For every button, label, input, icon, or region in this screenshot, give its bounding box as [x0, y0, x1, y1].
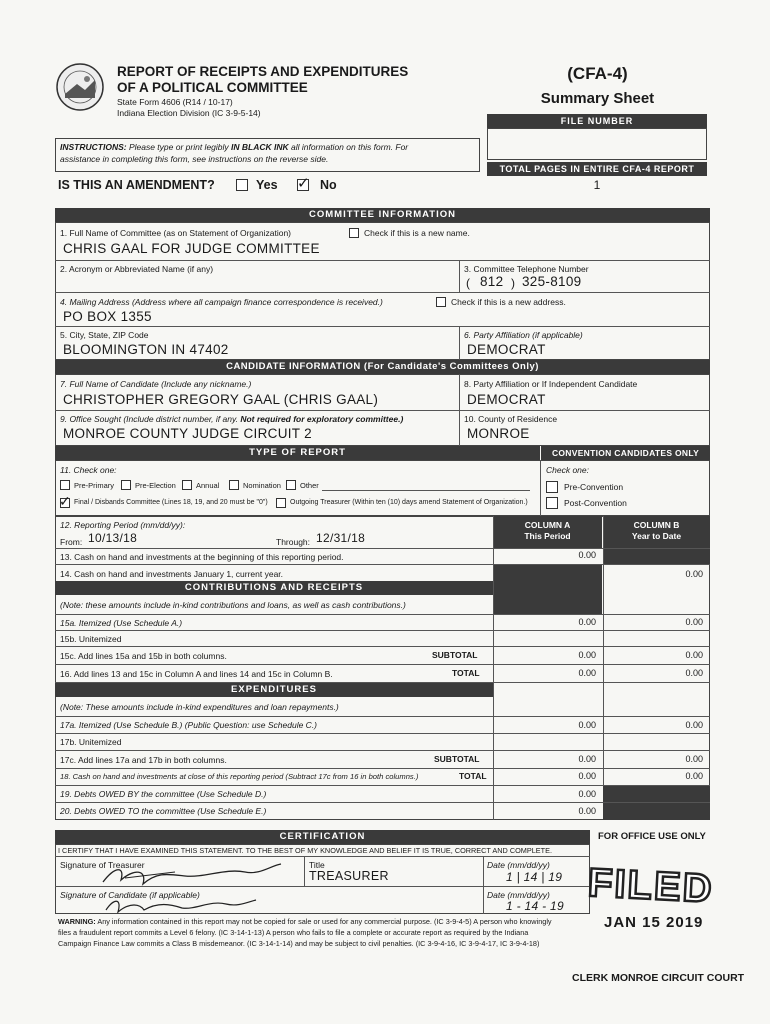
line-17c-tag: SUBTOTAL — [434, 754, 480, 764]
from-value: 10/13/18 — [88, 531, 138, 545]
phone-number: 325-8109 — [522, 274, 582, 289]
pre-primary-label: Pre-Primary — [74, 481, 115, 490]
col-b-title: COLUMN B — [633, 520, 680, 530]
other-checkbox[interactable] — [286, 480, 296, 490]
candidate-party-value: DEMOCRAT — [467, 392, 546, 407]
line-17a-col-b: 0.00 — [685, 720, 703, 730]
phone-area-code: 812 — [480, 274, 504, 289]
line-15a-col-a: 0.00 — [578, 617, 596, 627]
form-title-line2: OF A POLITICAL COMMITTEE — [117, 80, 308, 95]
contributions-note: (Note: these amounts include in-kind contributions and loans, as well as cash contributions.) — [60, 600, 406, 610]
line-17a-col-a: 0.00 — [578, 720, 596, 730]
form-title-line1: REPORT OF RECEIPTS AND EXPENDITURES — [117, 64, 409, 79]
candidate-signature-label: Signature of Candidate (if applicable) — [60, 890, 200, 900]
committee-party-value: DEMOCRAT — [467, 342, 546, 357]
line-15c-label: 15c. Add lines 15a and 15b in both columns. — [60, 651, 227, 661]
certification-bar: CERTIFICATION — [55, 830, 590, 844]
seal-icon — [55, 62, 105, 112]
new-name-label: Check if this is a new name. — [364, 228, 470, 238]
outgoing-checkbox[interactable] — [276, 498, 286, 508]
amendment-no-label: No — [320, 178, 337, 192]
instructions-line2: assistance in completing this form, see instructions on the reverse side. — [60, 154, 329, 164]
date2-label: Date (mm/dd/yy) — [487, 890, 550, 900]
line-14-col-b: 0.00 — [685, 569, 703, 579]
committee-name-value: CHRIS GAAL FOR JUDGE COMMITTEE — [63, 241, 320, 256]
signature-icon — [95, 862, 285, 888]
shade-13b — [603, 548, 710, 564]
pre-election-label: Pre-Election — [135, 481, 176, 490]
warning-prefix: WARNING: — [58, 917, 96, 926]
date1-value: 1 | 14 | 19 — [506, 870, 563, 884]
col-b-sub: Year to Date — [631, 531, 682, 541]
phone-paren-close: ) — [511, 276, 516, 290]
line-17c-col-a: 0.00 — [578, 754, 596, 764]
warning-line2: files a fraudulent report commits a Level 6 felony. (IC 3-14-1-13) A person who fails to file a complete or accurate report as required by the Indiana — [58, 928, 529, 937]
line-15a-col-b: 0.00 — [685, 617, 703, 627]
check-one-label: 11. Check one: — [60, 465, 117, 475]
post-convention-label: Post-Convention — [564, 498, 627, 508]
line-13-label: 13. Cash on hand and investments at the beginning of this reporting period. — [60, 552, 344, 562]
line-18-tag: TOTAL — [459, 771, 487, 781]
instructions-text-a: Please type or print legibly — [126, 142, 232, 152]
filed-stamp: FILED — [586, 860, 715, 912]
f3-label: 3. Committee Telephone Number — [464, 264, 589, 274]
new-address-label: Check if this is a new address. — [451, 297, 566, 307]
certify-statement: I CERTIFY THAT I HAVE EXAMINED THIS STATEMENT. TO THE BEST OF MY KNOWLEDGE AND BELIEF IT IS TRUE, CORRECT AND COMPLETE. — [58, 846, 552, 855]
form-code: (CFA-4) — [567, 64, 628, 83]
new-name-checkbox[interactable] — [349, 228, 359, 238]
treasurer-signature-label: Signature of Treasurer — [60, 860, 145, 870]
reporting-period-label: 12. Reporting Period (mm/dd/yy): — [60, 520, 186, 530]
title-label: Title — [309, 860, 325, 870]
col-a-sub: This Period — [524, 531, 571, 541]
contributions-bar: CONTRIBUTIONS AND RECEIPTS — [55, 581, 493, 595]
instructions-text-b: all information on this form. For — [288, 142, 409, 152]
through-label: Through: — [276, 537, 311, 547]
f2-label: 2. Acronym or Abbreviated Name (if any) — [60, 264, 214, 274]
treasurer-signature — [95, 862, 285, 888]
candidate-bar: CANDIDATE INFORMATION (For Candidate's Committees Only) — [55, 360, 710, 374]
line-13-col-a: 0.00 — [578, 550, 596, 560]
line-16-col-b: 0.00 — [685, 668, 703, 678]
amendment-yes-checkbox[interactable] — [236, 179, 248, 191]
county-value: MONROE — [467, 426, 530, 441]
f6-label: 6. Party Affiliation (if applicable) — [464, 330, 583, 340]
pre-election-checkbox[interactable] — [121, 480, 131, 490]
date2-value: 1 - 14 - 19 — [506, 899, 564, 913]
nomination-checkbox[interactable] — [229, 480, 239, 490]
new-address-checkbox[interactable] — [436, 297, 446, 307]
other-line[interactable] — [322, 490, 530, 491]
line-14-label: 14. Cash on hand and investments January 1, current year. — [60, 569, 284, 579]
pre-primary-checkbox[interactable] — [60, 480, 70, 490]
line-15c-tag: SUBTOTAL — [432, 650, 478, 660]
other-label: Other — [300, 481, 319, 490]
col-a-title: COLUMN A — [524, 520, 571, 530]
line-15b-label: 15b. Unitemized — [60, 634, 122, 644]
expenditures-note: (Note: These amounts include in-kind expenditures and loan repayments.) — [60, 702, 339, 712]
city-state-zip-value: BLOOMINGTON IN 47402 — [63, 342, 229, 357]
f10-label: 10. County of Residence — [464, 414, 558, 424]
convention-check-one: Check one: — [546, 465, 589, 475]
candidate-name-value: CHRISTOPHER GREGORY GAAL (CHRIS GAAL) — [63, 392, 379, 407]
line-16-label: 16. Add lines 13 and 15c in Column A and lines 14 and 15c in Column B. — [60, 669, 333, 679]
line-17c-col-b: 0.00 — [685, 754, 703, 764]
amendment-no-check-icon: ✓ — [297, 175, 310, 192]
f4-label: 4. Mailing Address (Address where all campaign finance correspondence is received.) — [60, 297, 383, 307]
state-form-number: State Form 4606 (R14 / 10-17) — [117, 97, 233, 107]
final-check-icon: ✓ — [59, 493, 71, 509]
line-20-label: 20. Debts OWED TO the committee (Use Schedule E.) — [60, 806, 267, 816]
instructions-line1 — [60, 142, 408, 152]
f1-label: 1. Full Name of Committee (as on Statement of Organization) — [60, 228, 292, 238]
line-16-col-a: 0.00 — [578, 668, 596, 678]
pre-convention-label: Pre-Convention — [564, 482, 624, 492]
through-value: 12/31/18 — [316, 531, 366, 545]
pre-convention-checkbox[interactable] — [546, 481, 558, 493]
annual-label: Annual — [196, 481, 220, 490]
for-office-use: FOR OFFICE USE ONLY — [598, 831, 706, 842]
line-17b-label: 17b. Unitemized — [60, 737, 122, 747]
convention-bar: CONVENTION CANDIDATES ONLY — [541, 446, 710, 460]
stamp-clerk: CLERK MONROE CIRCUIT COURT — [572, 972, 745, 984]
shade-14a — [493, 564, 602, 614]
line-18-label: 18. Cash on hand and investments at close of this reporting period (Subtract 17c from 16 in both columns.) — [60, 772, 419, 781]
line-18-col-b: 0.00 — [685, 771, 703, 781]
date1-label: Date (mm/dd/yy) — [487, 860, 550, 870]
instructions-bold: IN BLACK INK — [231, 142, 289, 152]
expenditures-bar: EXPENDITURES — [55, 683, 493, 697]
form-subtitle: Summary Sheet — [540, 90, 655, 107]
phone-paren-open: ( — [466, 276, 471, 290]
line-17c-label: 17c. Add lines 17a and 17b in both columns. — [60, 755, 227, 765]
amendment-yes-label: Yes — [256, 178, 278, 192]
line-15c-col-b: 0.00 — [685, 650, 703, 660]
line-20-col-a: 0.00 — [578, 806, 596, 816]
state-seal — [55, 62, 105, 112]
nomination-label: Nomination — [243, 481, 281, 490]
f9-label-b: Not required for exploratory committee.) — [240, 414, 404, 424]
warning-line3: Campaign Finance Law commits a Class B misdemeanor. (IC 3-14-1-14) and may be subject to civil penalties. (IC 3-9-4-16, IC 3-9-4-17, IC 3-9-4-18) — [58, 939, 540, 948]
warning-text1: Any information contained in this report may not be copied for sale or used for any commercial purpose. (IC 3-9-4-5) A person who knowingly — [95, 917, 552, 926]
f5-label: 5. City, State, ZIP Code — [60, 330, 149, 340]
file-number-box[interactable] — [487, 128, 707, 160]
committee-bar: COMMITTEE INFORMATION — [55, 208, 710, 222]
line-19-col-a: 0.00 — [578, 789, 596, 799]
mailing-address-value: PO BOX 1355 — [63, 309, 152, 324]
office-sought-value: MONROE COUNTY JUDGE CIRCUIT 2 — [63, 426, 312, 441]
annual-checkbox[interactable] — [182, 480, 192, 490]
line-17a-label: 17a. Itemized (Use Schedule B.) (Public Question: use Schedule C.) — [60, 720, 318, 730]
total-pages-bar: TOTAL PAGES IN ENTIRE CFA-4 REPORT — [487, 162, 707, 176]
warning-line1 — [58, 917, 552, 926]
instructions-prefix: INSTRUCTIONS: — [60, 142, 127, 152]
f8-label: 8. Party Affiliation or If Independent Candidate — [464, 379, 638, 389]
stamp-date: JAN 15 2019 — [604, 914, 704, 931]
f7-label: 7. Full Name of Candidate (Include any nickname.) — [60, 379, 252, 389]
signature-icon — [100, 896, 260, 916]
line-18-col-a: 0.00 — [578, 771, 596, 781]
file-number-bar: FILE NUMBER — [487, 114, 707, 128]
election-division: Indiana Election Division (IC 3-9-5-14) — [117, 108, 261, 118]
title-value: TREASURER — [309, 869, 389, 883]
from-label: From: — [60, 537, 83, 547]
line-15a-label: 15a. Itemized (Use Schedule A.) — [60, 618, 183, 628]
candidate-signature — [100, 896, 260, 916]
f9-label — [60, 414, 403, 424]
outgoing-label: Outgoing Treasurer (Within ten (10) days amend Statement of Organization.) — [290, 499, 528, 506]
final-label: Final / Disbands Committee (Lines 18, 19, and 20 must be "0") — [74, 499, 268, 506]
total-pages-value: 1 — [593, 178, 601, 192]
line-15c-col-a: 0.00 — [578, 650, 596, 660]
amendment-question: IS THIS AN AMENDMENT? — [58, 178, 215, 192]
f9-label-a: 9. Office Sought (Include district number, if any. — [60, 414, 241, 424]
line-19-label: 19. Debts OWED BY the committee (Use Schedule D.) — [60, 789, 267, 799]
post-convention-checkbox[interactable] — [546, 497, 558, 509]
line-16-tag: TOTAL — [452, 668, 480, 678]
report-type-bar: TYPE OF REPORT — [55, 446, 540, 460]
